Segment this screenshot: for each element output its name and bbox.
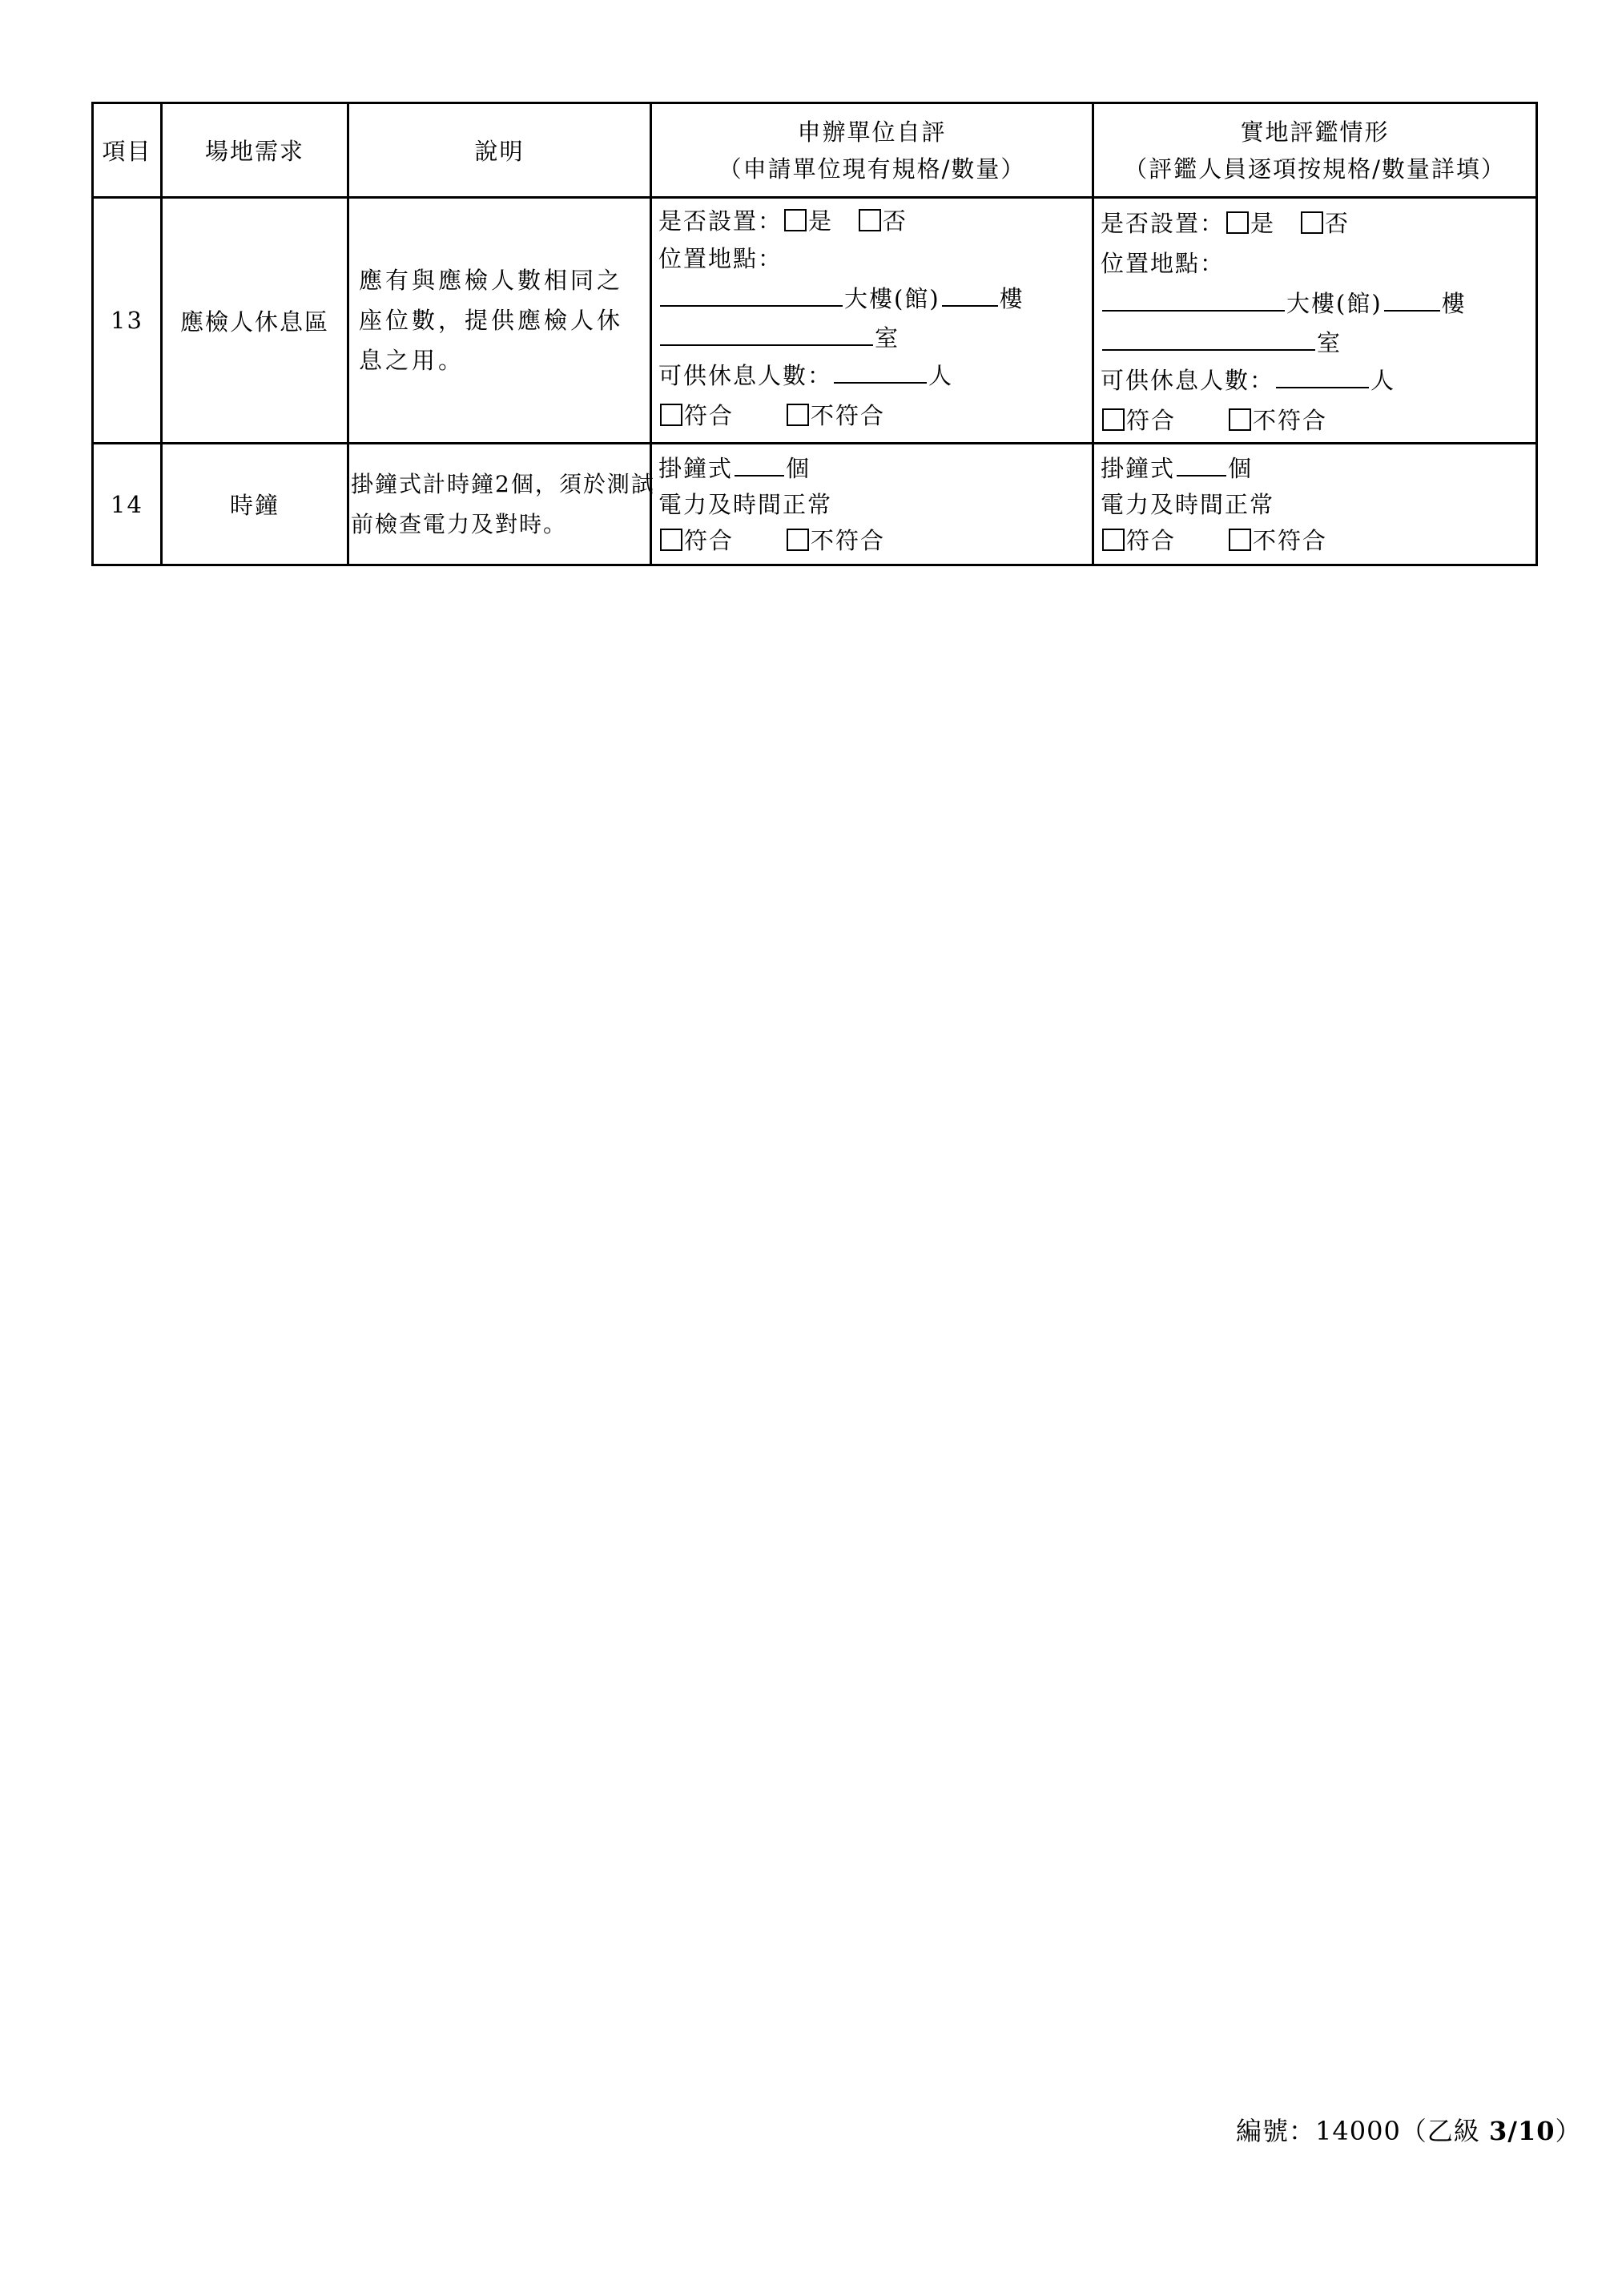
pass-checkbox[interactable]	[660, 404, 682, 426]
capacity-blank[interactable]	[834, 356, 927, 384]
floor-blank[interactable]	[942, 279, 998, 307]
no-checkbox[interactable]	[859, 209, 881, 231]
capacity-label: 可供休息人數：	[1101, 367, 1275, 394]
header-onsite-eval-title: 實地評鑑情形	[1240, 118, 1390, 146]
building-label: 大樓(館)	[844, 285, 940, 312]
pass-label: 符合	[1126, 407, 1177, 434]
fail-checkbox[interactable]	[787, 529, 809, 551]
yes-checkbox[interactable]	[784, 209, 807, 231]
header-requirement: 場地需求	[162, 103, 348, 198]
floor-blank[interactable]	[1384, 284, 1440, 312]
setup-label: 是否設置：	[658, 207, 783, 235]
fail-label: 不符合	[811, 527, 886, 554]
clock-unit: 個	[786, 455, 811, 482]
clock-count-blank[interactable]	[1177, 449, 1226, 476]
row-description	[348, 444, 655, 565]
clock-label: 掛鐘式	[658, 455, 734, 482]
venue-requirements-table	[91, 102, 1538, 566]
room-blank[interactable]	[660, 319, 873, 346]
yes-label: 是	[808, 207, 834, 235]
fail-label: 不符合	[811, 402, 886, 429]
onsite-eval-cell	[1093, 198, 1537, 444]
fail-checkbox[interactable]	[787, 404, 809, 426]
row-number: 13	[93, 198, 162, 444]
pass-label: 符合	[684, 527, 735, 554]
building-label: 大樓(館)	[1286, 290, 1383, 317]
capacity-label: 可供休息人數：	[658, 362, 833, 389]
pass-label: 符合	[1126, 527, 1177, 554]
row-number: 14	[93, 444, 162, 565]
location-label: 位置地點：	[1101, 250, 1226, 277]
no-label: 否	[883, 207, 908, 235]
capacity-blank[interactable]	[1276, 361, 1369, 388]
setup-label: 是否設置：	[1101, 210, 1226, 237]
table-header-row	[93, 103, 1537, 198]
fail-label: 不符合	[1253, 527, 1328, 554]
clock-unit: 個	[1228, 455, 1254, 482]
capacity-unit: 人	[928, 362, 954, 389]
row-requirement: 應檢人休息區	[162, 198, 348, 444]
self-eval-cell	[651, 198, 1093, 444]
self-eval-cell	[651, 444, 1093, 565]
pass-label: 符合	[684, 402, 735, 429]
fail-checkbox[interactable]	[1229, 529, 1251, 551]
page-footer	[1236, 2111, 1581, 2148]
room-label: 室	[875, 324, 900, 352]
document-code: 編號：14000（乙級	[1236, 2116, 1480, 2146]
header-self-eval-title: 申辦單位自評	[797, 118, 947, 146]
header-onsite-eval	[1093, 103, 1537, 198]
floor-label: 樓	[999, 285, 1024, 312]
location-label: 位置地點：	[658, 245, 783, 272]
power-ok-label: 電力及時間正常	[1101, 491, 1275, 518]
power-ok-label: 電力及時間正常	[658, 491, 833, 518]
onsite-eval-cell	[1093, 444, 1537, 565]
header-self-eval	[651, 103, 1093, 198]
header-onsite-eval-subtitle: （評鑑人員逐項按規格/數量詳填）	[1124, 155, 1506, 183]
table-row	[93, 444, 1537, 565]
room-blank[interactable]	[1102, 324, 1315, 351]
building-blank[interactable]	[1102, 284, 1285, 312]
row-description-line2: 前檢查電力及對時。	[351, 510, 568, 537]
building-blank[interactable]	[660, 279, 843, 307]
table-row	[93, 198, 1537, 444]
header-item: 項目	[93, 103, 162, 198]
capacity-unit: 人	[1370, 367, 1396, 394]
clock-count-blank[interactable]	[735, 449, 784, 476]
header-description: 說明	[348, 103, 651, 198]
header-self-eval-subtitle: （申請單位現有規格/數量）	[718, 155, 1026, 183]
floor-label: 樓	[1441, 290, 1467, 317]
yes-label: 是	[1250, 210, 1276, 237]
pass-checkbox[interactable]	[1102, 529, 1125, 551]
room-label: 室	[1317, 329, 1342, 356]
page-number: 3/10	[1488, 2116, 1556, 2146]
row-description: 應有與應檢人數相同之座位數，提供應檢人休息之用。	[348, 198, 651, 444]
no-checkbox[interactable]	[1301, 211, 1323, 234]
clock-label: 掛鐘式	[1101, 455, 1176, 482]
fail-checkbox[interactable]	[1229, 408, 1251, 431]
fail-label: 不符合	[1253, 407, 1328, 434]
footer-close: ）	[1555, 2116, 1582, 2146]
row-description-line1: 掛鐘式計時鐘2個，須於測試	[351, 470, 655, 497]
pass-checkbox[interactable]	[660, 529, 682, 551]
yes-checkbox[interactable]	[1226, 211, 1249, 234]
pass-checkbox[interactable]	[1102, 408, 1125, 431]
no-label: 否	[1325, 210, 1350, 237]
row-requirement: 時鐘	[162, 444, 348, 565]
